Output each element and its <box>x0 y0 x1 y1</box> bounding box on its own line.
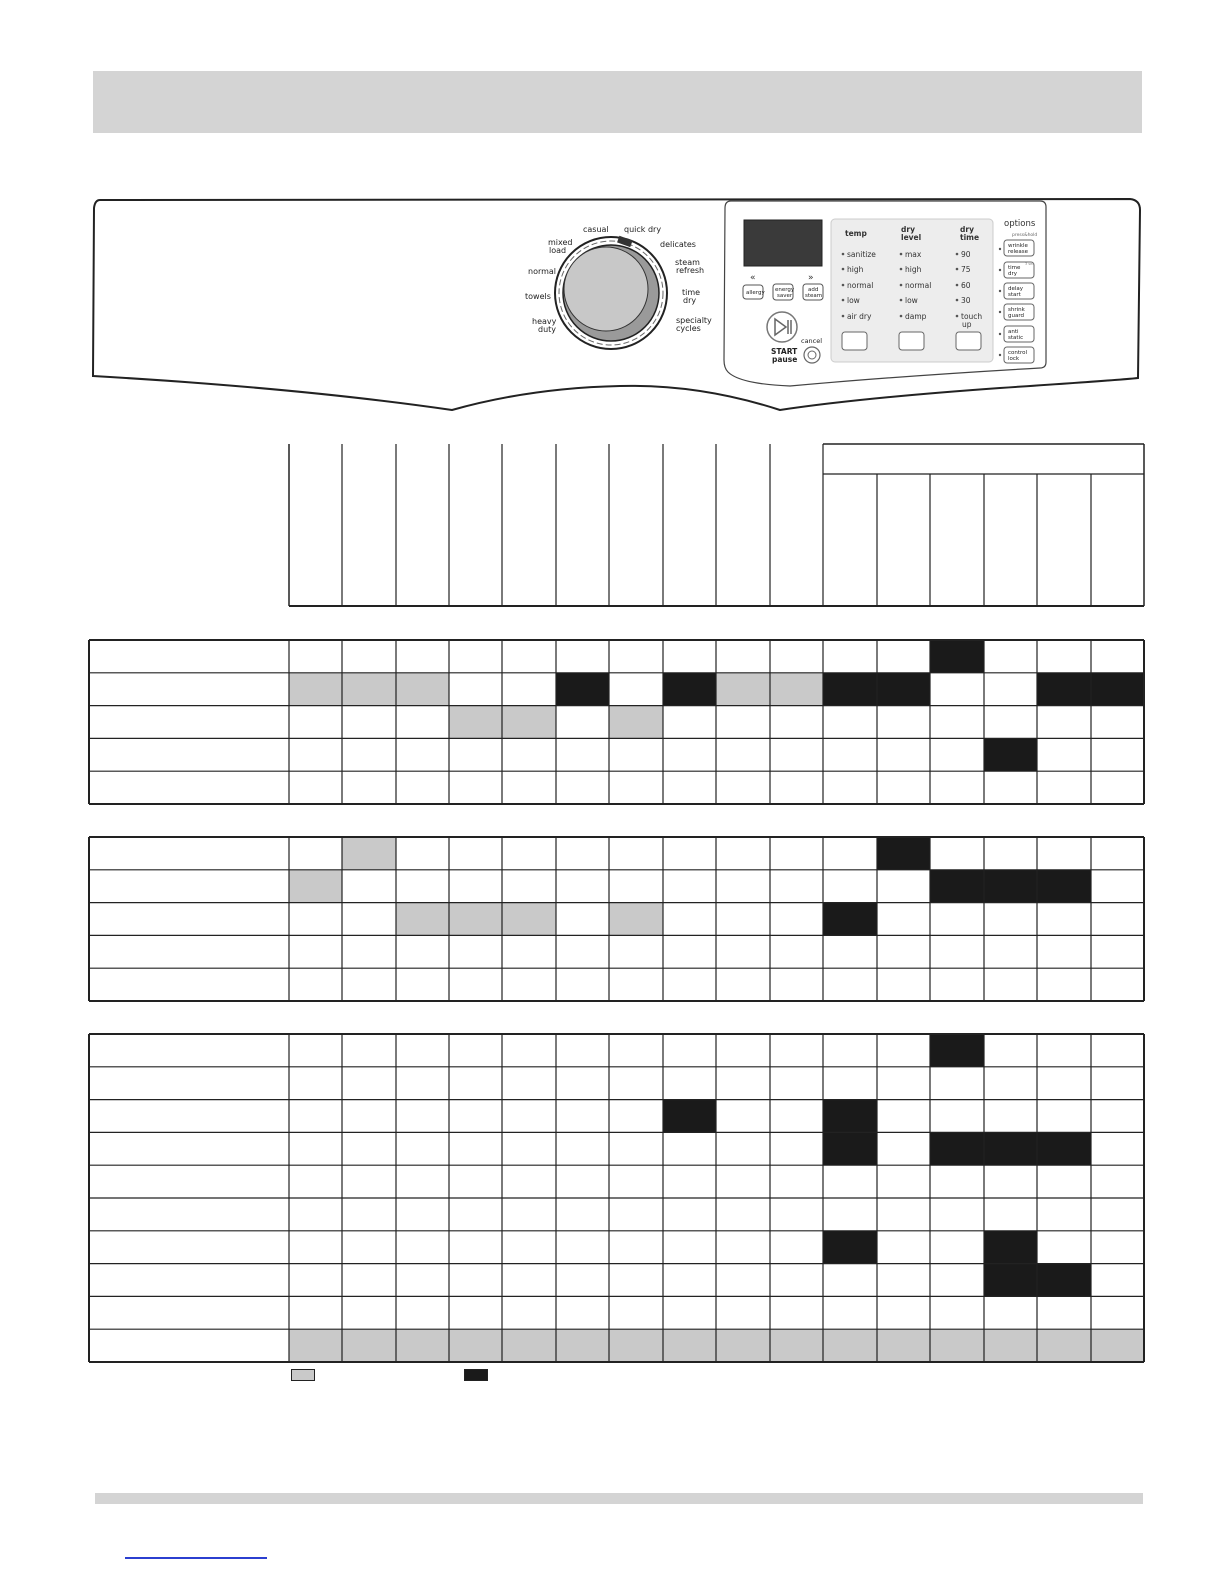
dry-time-item[interactable]: 60 <box>961 281 971 290</box>
dial-label-delicates[interactable]: delicates <box>660 240 696 249</box>
cell-light <box>770 1329 823 1362</box>
saver-label: saver <box>777 293 793 299</box>
option-label: lock <box>1008 356 1020 362</box>
cell-dark <box>663 1100 716 1133</box>
option-label: static <box>1008 335 1024 341</box>
temp-item[interactable]: high <box>847 265 864 274</box>
cell-light <box>342 837 396 870</box>
cell-light <box>396 1329 449 1362</box>
start-label: START <box>771 347 798 356</box>
dry-level-item[interactable]: max <box>905 250 922 259</box>
dry-time-item[interactable]: touch <box>961 312 983 321</box>
cell-light <box>289 1329 342 1362</box>
cell-dark <box>984 1264 1037 1297</box>
dry-time-item[interactable]: 75 <box>961 265 971 274</box>
left-arrows: « <box>750 273 756 283</box>
cell-dark <box>1091 673 1144 706</box>
cell-light <box>823 1329 877 1362</box>
cell-dark <box>823 673 877 706</box>
dry-level-item[interactable]: damp <box>905 312 927 321</box>
cell-light <box>877 1329 930 1362</box>
cell-dark <box>823 1132 877 1165</box>
cell-dark <box>984 870 1037 903</box>
cell-dark <box>877 837 930 870</box>
cell-light <box>1037 1329 1091 1362</box>
cell-light <box>342 673 396 706</box>
dry-time-title: dry <box>960 225 974 234</box>
cell-dark <box>823 1100 877 1133</box>
control-panel-illustration <box>0 0 1224 430</box>
cell-light <box>716 1329 770 1362</box>
temp-title: temp <box>845 229 867 238</box>
option-label: guard <box>1008 313 1025 319</box>
cell-dark <box>1037 1132 1091 1165</box>
time-dry-tag: 3 sec <box>1025 262 1035 266</box>
cell-dark <box>930 1034 984 1067</box>
cell-dark <box>930 1132 984 1165</box>
cell-light <box>449 706 502 739</box>
cell-dark <box>823 1231 877 1264</box>
cell-light <box>449 903 502 936</box>
cell-light <box>396 673 449 706</box>
temp-item[interactable]: low <box>847 296 860 305</box>
dial-label-casual[interactable]: casual <box>583 225 609 234</box>
cell-dark <box>1037 1264 1091 1297</box>
start-pause-button[interactable] <box>767 312 797 342</box>
dry-level-item[interactable]: high <box>905 265 922 274</box>
right-arrows: » <box>808 273 814 283</box>
option-label: delay <box>1008 286 1024 292</box>
cell-light <box>396 903 449 936</box>
cell-light <box>556 1329 609 1362</box>
legend-swatch-light <box>291 1369 315 1381</box>
cell-dark <box>1037 673 1091 706</box>
footer-link[interactable] <box>125 1557 267 1559</box>
dial-label-time[interactable]: time <box>682 288 701 297</box>
cell-light <box>289 673 342 706</box>
temp-item[interactable]: air dry <box>847 312 872 321</box>
cell-light <box>1091 1329 1144 1362</box>
cell-dark <box>984 1231 1037 1264</box>
dial-label-duty[interactable]: duty <box>538 325 557 334</box>
dry-level-title: level <box>901 233 922 242</box>
dry-level-item[interactable]: low <box>905 296 918 305</box>
allergy-label: allergy <box>746 290 765 296</box>
cell-light <box>609 706 663 739</box>
cell-dark <box>823 903 877 936</box>
cell-light <box>342 1329 396 1362</box>
dry-time-button[interactable] <box>956 332 981 350</box>
dry-level-button[interactable] <box>899 332 924 350</box>
cancel-button[interactable] <box>804 347 820 363</box>
dial-label-towels[interactable]: towels <box>525 292 551 301</box>
dry-time-item[interactable]: up <box>962 320 972 329</box>
steam-label: steam <box>805 293 823 299</box>
options-title: options <box>1004 219 1036 229</box>
header-band <box>93 71 1142 133</box>
energy-label: energy <box>775 287 795 293</box>
cell-light <box>930 1329 984 1362</box>
option-label: release <box>1008 249 1029 255</box>
cell-dark <box>877 673 930 706</box>
cell-dark <box>984 738 1037 771</box>
dial-label-quick-dry[interactable]: quick dry <box>624 225 662 234</box>
cell-light <box>770 673 823 706</box>
cell-light <box>502 903 556 936</box>
temp-button[interactable] <box>842 332 867 350</box>
dial-label-dry[interactable]: dry <box>683 296 697 305</box>
dry-time-title: time <box>960 233 980 242</box>
option-label: start <box>1008 292 1021 298</box>
footer-band <box>95 1493 1143 1504</box>
temp-item[interactable]: normal <box>847 281 874 290</box>
cell-dark <box>663 673 716 706</box>
cell-dark <box>930 640 984 673</box>
option-label: shrink <box>1008 307 1025 313</box>
option-label: wrinkle <box>1008 243 1028 249</box>
dial-label-refresh[interactable]: refresh <box>676 266 705 275</box>
cell-light <box>663 1329 716 1362</box>
pause-label: pause <box>772 355 798 364</box>
options-subtitle: press&hold <box>1012 233 1038 238</box>
dry-time-item[interactable]: 90 <box>961 250 971 259</box>
cell-light <box>984 1329 1037 1362</box>
option-label: dry <box>1008 271 1018 277</box>
cell-light <box>716 673 770 706</box>
dial-label-specialty[interactable]: specialty <box>676 316 712 325</box>
cell-light <box>502 1329 556 1362</box>
cell-light <box>609 903 663 936</box>
cancel-label: cancel <box>801 337 823 345</box>
cell-light <box>449 1329 502 1362</box>
temp-item[interactable]: sanitize <box>847 250 876 259</box>
dial-label-cycles[interactable]: cycles <box>676 324 701 333</box>
option-label: anti <box>1008 329 1019 335</box>
dial-label-steam[interactable]: steam <box>675 258 700 267</box>
dial-label-heavy[interactable]: heavy <box>532 317 557 326</box>
cell-dark <box>984 1132 1037 1165</box>
option-label: control <box>1008 350 1028 356</box>
dial-label-mixed[interactable]: mixed <box>548 238 573 247</box>
dial-label-normal[interactable]: normal <box>528 267 557 276</box>
add-label: add <box>808 287 819 293</box>
cell-dark <box>1037 870 1091 903</box>
cell-light <box>609 1329 663 1362</box>
dry-time-item[interactable]: 30 <box>961 296 971 305</box>
dry-level-item[interactable]: normal <box>905 281 932 290</box>
display-screen <box>744 220 822 266</box>
dry-level-title: dry <box>901 225 915 234</box>
cell-dark <box>930 870 984 903</box>
option-label: time <box>1008 265 1021 271</box>
legend-swatch-dark <box>464 1369 488 1381</box>
cell-light <box>289 870 342 903</box>
cycle-dial[interactable] <box>555 236 667 349</box>
cell-dark <box>556 673 609 706</box>
dial-label-load[interactable]: load <box>549 246 567 255</box>
cell-light <box>502 706 556 739</box>
